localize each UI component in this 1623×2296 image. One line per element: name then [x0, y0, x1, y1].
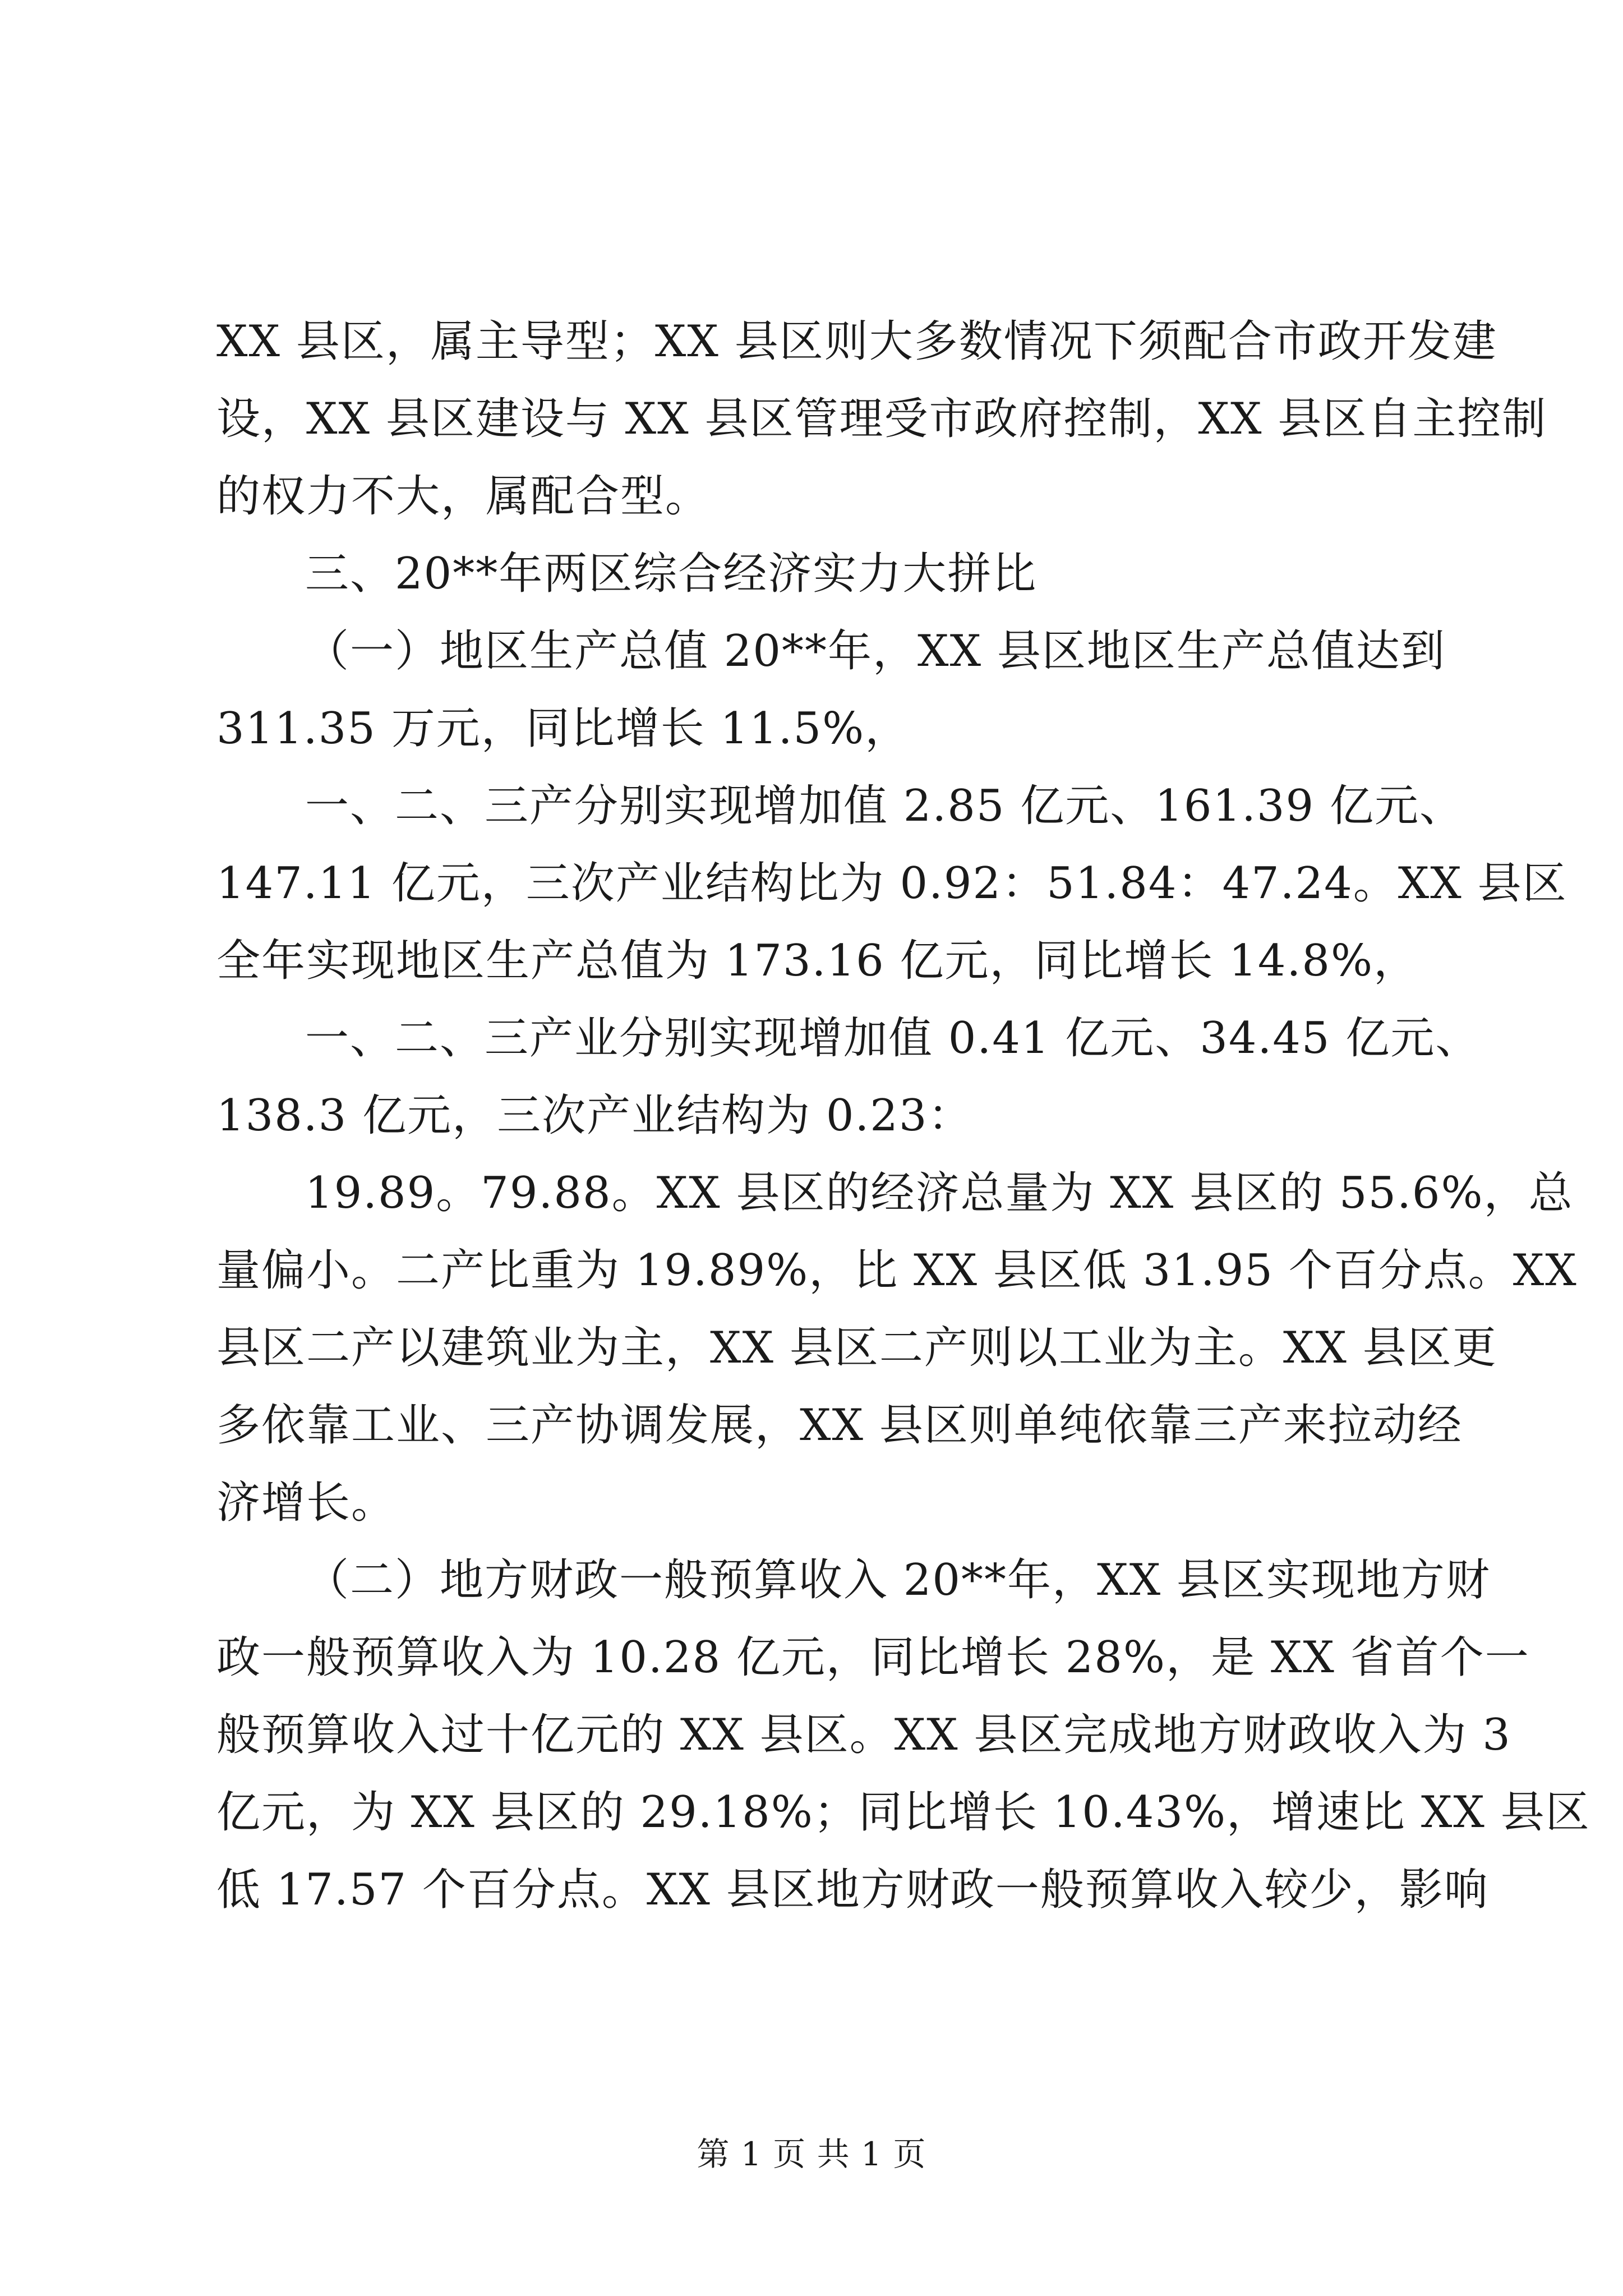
text-line: 低 17.57 个百分点。XX 县区地方财政一般预算收入较少，影响	[216, 1865, 1489, 1915]
text-line: 量偏小。二产比重为 19.89%，比 XX 县区低 31.95 个百分点。XX	[216, 1245, 1578, 1296]
text-line: 县区二产以建筑业为主，XX 县区二产则以工业为主。XX 县区更	[216, 1323, 1497, 1373]
section-heading: 三、20**年两区综合经济实力大拼比	[305, 549, 1038, 599]
text-line: 济增长。	[216, 1478, 396, 1528]
text-line: 的权力不大，属配合型。	[216, 471, 711, 522]
text-line: 19.89。79.88。XX 县区的经济总量为 XX 县区的 55.6%，总	[305, 1168, 1574, 1218]
text-line: 亿元，为 XX 县区的 29.18%；同比增长 10.43%，增速比 XX 县区	[216, 1787, 1590, 1838]
text-line: 138.3 亿元，三次产业结构为 0.23：	[216, 1091, 973, 1141]
text-line: （一）地区生产总值 20**年，XX 县区地区生产总值达到	[305, 626, 1446, 677]
text-line: （二）地方财政一般预算收入 20**年，XX 县区实现地方财	[305, 1555, 1491, 1605]
text-line: 设，XX 县区建设与 XX 县区管理受市政府控制，XX 县区自主控制	[216, 394, 1547, 444]
page-footer	[0, 2132, 1623, 2177]
text-line: 147.11 亿元，三次产业结构比为 0.92：51.84：47.24。XX 县区	[216, 858, 1567, 909]
text-line: 一、二、三产分别实现增加值 2.85 亿元、161.39 亿元、	[305, 781, 1464, 831]
text-line: 311.35 万元，同比增长 11.5%，	[216, 703, 910, 754]
text-line: XX 县区，属主导型；XX 县区则大多数情况下须配合市政开发建	[216, 316, 1497, 367]
page-number-label: 第 1 页 共 1 页	[697, 2135, 926, 2173]
text-line: 全年实现地区生产总值为 173.16 亿元，同比增长 14.8%，	[216, 936, 1419, 986]
text-line: 多依靠工业、三产协调发展，XX 县区则单纯依靠三产来拉动经	[216, 1400, 1463, 1451]
text-line: 一、二、三产业分别实现增加值 0.41 亿元、34.45 亿元、	[305, 1013, 1481, 1064]
text-line: 政一般预算收入为 10.28 亿元，同比增长 28%，是 XX 省首个一	[216, 1632, 1530, 1683]
text-line: 般预算收入过十亿元的 XX 县区。XX 县区完成地方财政收入为 3	[216, 1710, 1511, 1760]
document-body	[216, 303, 1590, 1929]
